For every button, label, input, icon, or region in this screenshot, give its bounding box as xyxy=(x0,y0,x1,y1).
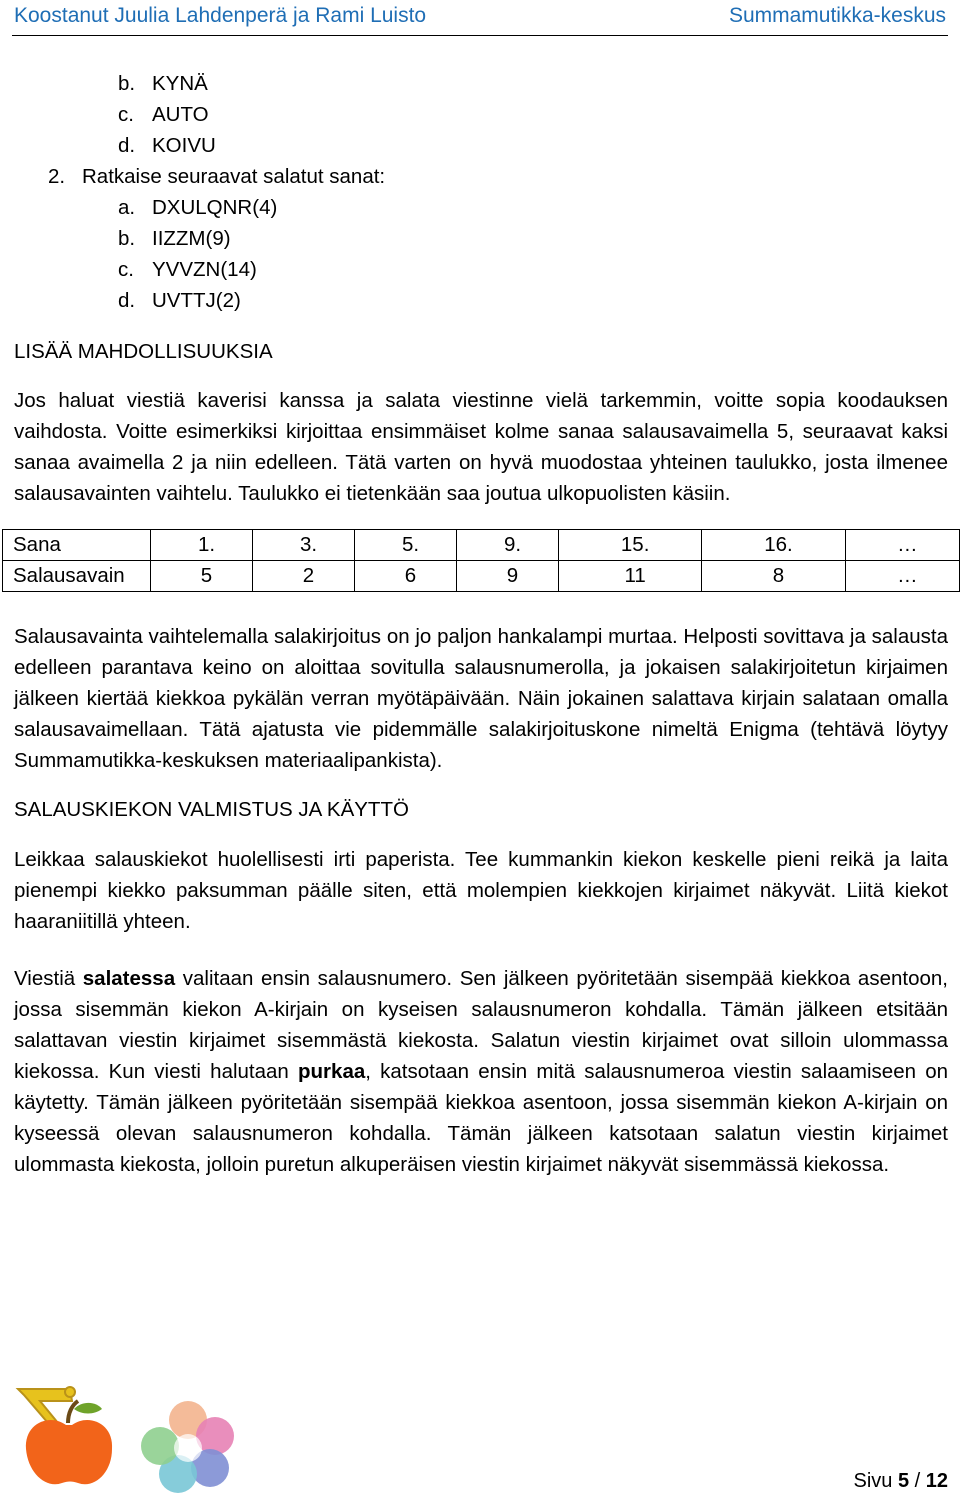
section-heading-disk-usage: SALAUSKIEKON VALMISTUS JA KÄYTTÖ xyxy=(14,798,409,821)
table-row xyxy=(3,530,960,561)
table-cell: 9 xyxy=(457,561,559,592)
list-text: KOIVU xyxy=(152,134,216,157)
table-cell: 1. xyxy=(151,530,253,561)
paragraph-enigma: Salausavainta vaihtelemalla salakirjoitus on jo paljon hankalampi murtaa. Helposti sovittava ja salausta edelleen parantava keino on aloittaa sovitulla salausnumerolla, ja jokaisen salakirjoitetun kirjaimen jälkeen kiertää kiekkoa pykälän verran myötäpäivään. Näin jokainen salattava kirjain salataan omalla salausavaimellaan. Tätä ajatusta vie pidemmälle salakirjoituskone nimeltä Enigma (tehtävä löytyy Summamutikka-keskuksen materiaalipankista). xyxy=(14,625,948,772)
list-item xyxy=(14,99,948,130)
flower-logo-icon xyxy=(138,1398,238,1493)
footer-page-number: 5 xyxy=(897,1470,910,1492)
list-text: KYNÄ xyxy=(152,72,208,95)
sigma-apple-logo-icon xyxy=(10,1383,122,1491)
list-text: DXULQNR(4) xyxy=(152,196,278,219)
task-item xyxy=(14,161,948,192)
table-cell: 3. xyxy=(253,530,355,561)
list-text: YVVZN(14) xyxy=(152,258,257,281)
paragraph-usage xyxy=(14,963,948,1180)
list-item xyxy=(14,285,948,316)
table-cell: 5 xyxy=(151,561,253,592)
table-cell: 2 xyxy=(253,561,355,592)
list-marker: b. xyxy=(118,72,136,95)
task-text: Ratkaise seuraavat salatut sanat: xyxy=(82,165,386,188)
paragraph-construction: Leikkaa salauskiekot huolellisesti irti paperista. Tee kummankin kiekon keskelle pieni reikä ja laita pienempi kiekko paksumman päälle siten, että molempien kiekkojen kirjaimet näkyvät. Liitä kiekot haaraniitillä yhteen. xyxy=(14,848,948,933)
list-text: IIZZM(9) xyxy=(152,227,231,250)
list-item xyxy=(14,254,948,285)
document-body xyxy=(14,68,948,1180)
list-text: AUTO xyxy=(152,103,209,126)
table-cell: 5. xyxy=(355,530,457,561)
table-row xyxy=(3,561,960,592)
table-cell: 9. xyxy=(457,530,559,561)
list-marker: a. xyxy=(118,196,136,219)
usage-bold-decrypt: purkaa xyxy=(298,1060,366,1083)
table-cell: 16. xyxy=(702,530,845,561)
list-item xyxy=(14,130,948,161)
footer-prefix: Sivu xyxy=(853,1470,898,1492)
list-marker: b. xyxy=(118,227,136,250)
list-item xyxy=(14,223,948,254)
key-table xyxy=(2,529,960,592)
footer-separator: / xyxy=(909,1470,926,1492)
usage-bold-encrypt: salatessa xyxy=(82,967,176,990)
usage-text: Viestiä xyxy=(14,967,83,990)
table-cell: 6 xyxy=(355,561,457,592)
list-item xyxy=(14,68,948,99)
page-footer xyxy=(853,1470,948,1493)
list-marker: d. xyxy=(118,289,136,312)
table-cell: 15. xyxy=(559,530,702,561)
table-cell: Salausavain xyxy=(3,561,151,592)
list-text: UVTTJ(2) xyxy=(152,289,241,312)
table-cell: … xyxy=(845,561,959,592)
list-marker: c. xyxy=(118,258,134,281)
table-cell: 8 xyxy=(702,561,845,592)
table-cell: Sana xyxy=(3,530,151,561)
table-cell: … xyxy=(845,530,959,561)
task-number: 2. xyxy=(48,165,66,188)
list-marker: d. xyxy=(118,134,136,157)
list-item xyxy=(14,192,948,223)
section-heading-more-options: LISÄÄ MAHDOLLISUUKSIA xyxy=(14,340,273,363)
list-marker: c. xyxy=(118,103,134,126)
header-center-name: Summamutikka-keskus xyxy=(728,4,946,27)
table-cell: 11 xyxy=(559,561,702,592)
footer-total-pages: 12 xyxy=(925,1470,948,1492)
usage-text: valitaan ensin salausnumero. Sen jälkeen pyöritetään sisempää kiekkoa asentoon, jossa sisemmän kiekon A-kirjain on kyseisen salausnumeron kohdalla. Tämän jälkeen etsitään salattavan viestin kirjaimet sisemmästä kiekosta. Salatun viestin kirjaimet ovat silloin ulommassa kiekossa. Kun viesti halutaan xyxy=(14,967,948,1083)
usage-text: , katsotaan ensin mitä salausnumeroa viestin salaamiseen on käytetty. Tämän jälkeen pyöritetään sisempää kiekkoa asentoon, jossa sisemmän kiekon A-kirjain on kyseessä olevan salausnumeron kohdalla. Tämän jälkeen katsotaan salatun viestin kirjaimet ulommasta kiekosta, jolloin puretun alkuperäisen viestin kirjaimet näkyvät sisemmässä kiekossa. xyxy=(14,1060,948,1176)
paragraph-key-variation: Jos haluat viestiä kaverisi kanssa ja salata viestinne vielä tarkemmin, voitte sopia koodauksen vaihdosta. Voitte esimerkiksi kirjoittaa ensimmäiset kolme sanaa salausavaimella 5, seuraavat kaksi sanaa avaimella 2 ja niin edelleen. Tätä varten on hyvä muodostaa yhteinen taulukko, josta ilmenee salausavainten vaihtelu. Taulukko ei tietenkään saa joutua ulkopuolisten käsiin. xyxy=(14,389,948,505)
header-authors: Koostanut Juulia Lahdenperä ja Rami Luisto xyxy=(14,4,427,27)
page-header xyxy=(12,2,948,36)
